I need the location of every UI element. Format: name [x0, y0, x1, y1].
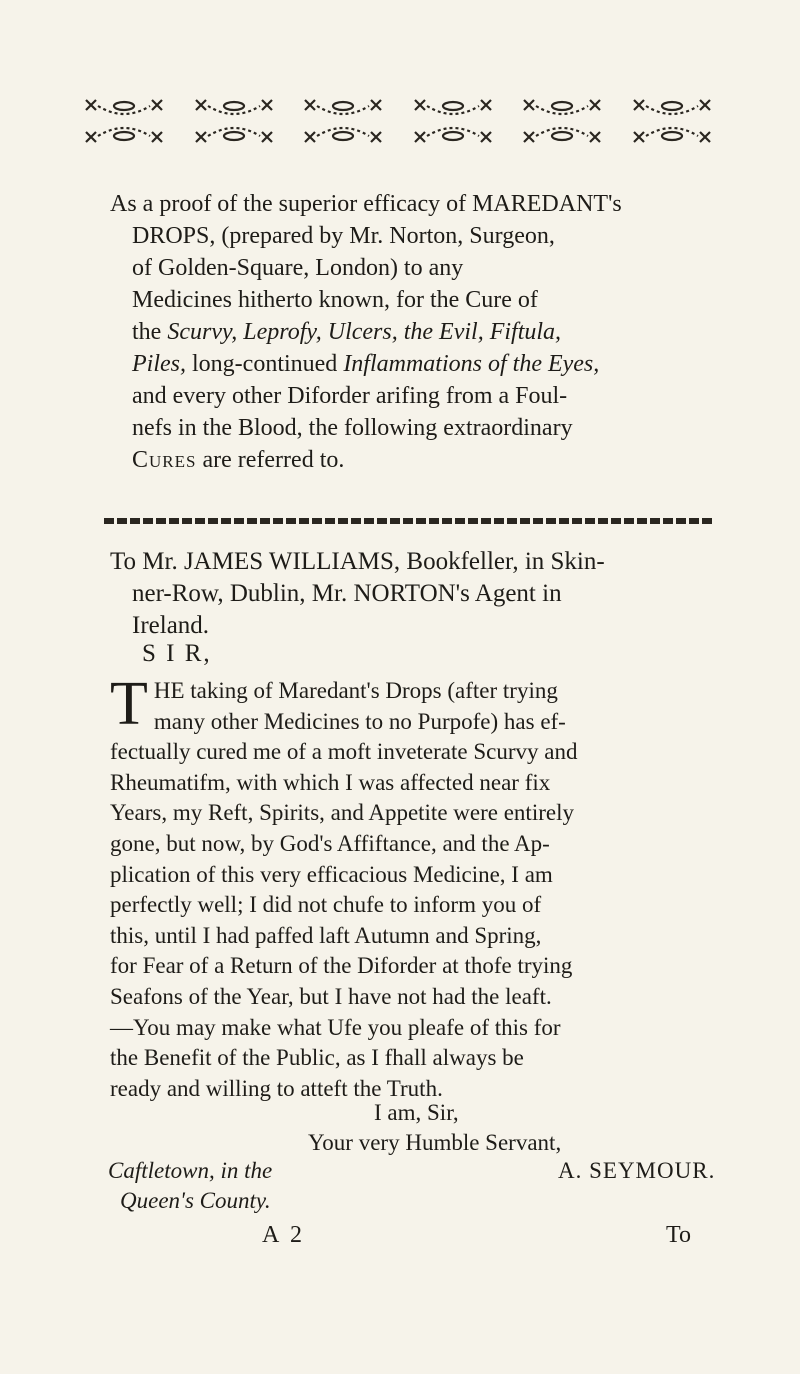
- address-block: [110, 546, 710, 642]
- letter-body: [110, 670, 710, 1104]
- letter-line: plication of this very efficacious Medicine, I am: [110, 861, 553, 887]
- intro-line: DROPS, (prepared by Mr. Norton, Surgeon,: [132, 223, 555, 249]
- catchword: To: [666, 1222, 691, 1248]
- ornament-icon: [407, 92, 499, 150]
- letter-line: the Benefit of the Public, as I fhall always be: [110, 1045, 524, 1071]
- letter-line: perfectly well; I did not chufe to inform you of: [110, 892, 542, 918]
- intro-line: Piles, long-continued Inflammations of the Eyes,: [132, 351, 600, 377]
- ornament-icon: [78, 92, 170, 150]
- intro-line: nefs in the Blood, the following extraordinary: [132, 415, 573, 441]
- closing-line: I am, Sir,: [374, 1100, 459, 1125]
- intro-line: the Scurvy, Leprofy, Ulcers, the Evil, Fiftula,: [132, 319, 562, 345]
- letter-line: for Fear of a Return of the Diforder at thofe trying: [110, 953, 573, 979]
- ornament-icon: [188, 92, 280, 150]
- ornamental-rule: [104, 516, 714, 526]
- signature-mark: A 2: [262, 1222, 306, 1248]
- place-line: Caftletown, in the: [108, 1158, 273, 1183]
- letter-line: fectually cured me of a moft inveterate Scurvy and: [110, 739, 578, 765]
- letter-line: this, until I had paffed laft Autumn and Spring,: [110, 922, 542, 948]
- drop-cap: T: [110, 670, 148, 738]
- intro-line: Medicines hitherto known, for the Cure of: [132, 287, 538, 313]
- letter-line: Seafons of the Year, but I have not had the leaft.: [110, 983, 552, 1009]
- salutation: S I R,: [142, 640, 212, 667]
- address-line: Ireland.: [132, 612, 210, 639]
- intro-line: Cures are referred to.: [132, 447, 345, 473]
- address-line: ner-Row, Dublin, Mr. NORTON's Agent in: [132, 580, 562, 607]
- intro-line: and every other Diforder arifing from a Foul-: [132, 383, 568, 409]
- ornamental-header: [78, 92, 718, 150]
- letter-line: —You may make what Ufe you pleafe of this for: [110, 1014, 561, 1040]
- closing-line: Your very Humble Servant,: [308, 1130, 562, 1155]
- letter-line: Years, my Reft, Spirits, and Appetite were entirely: [110, 800, 574, 826]
- ornament-icon: [516, 92, 608, 150]
- letter-line: HE taking of Maredant's Drops (after trying: [153, 678, 558, 703]
- address-line: To Mr. JAMES WILLIAMS, Bookfeller, in Skin-: [110, 548, 605, 575]
- intro-line: As a proof of the superior efficacy of MAREDANT's: [110, 191, 622, 217]
- ornament-icon: [297, 92, 389, 150]
- signature: A. SEYMOUR.: [558, 1158, 716, 1183]
- intro-line: of Golden-Square, London) to any: [132, 255, 464, 281]
- letter-line: gone, but now, by God's Affiftance, and the Ap-: [110, 830, 550, 856]
- intro-paragraph: [110, 188, 710, 476]
- letter-line: many other Medicines to no Purpofe) has ef-: [153, 708, 566, 734]
- letter-line: ready and willing to atteft the Truth.: [110, 1075, 443, 1101]
- ornament-icon: [626, 92, 718, 150]
- place-line: Queen's County.: [120, 1188, 271, 1213]
- letter-line: Rheumatifm, with which I was affected near fix: [110, 769, 551, 795]
